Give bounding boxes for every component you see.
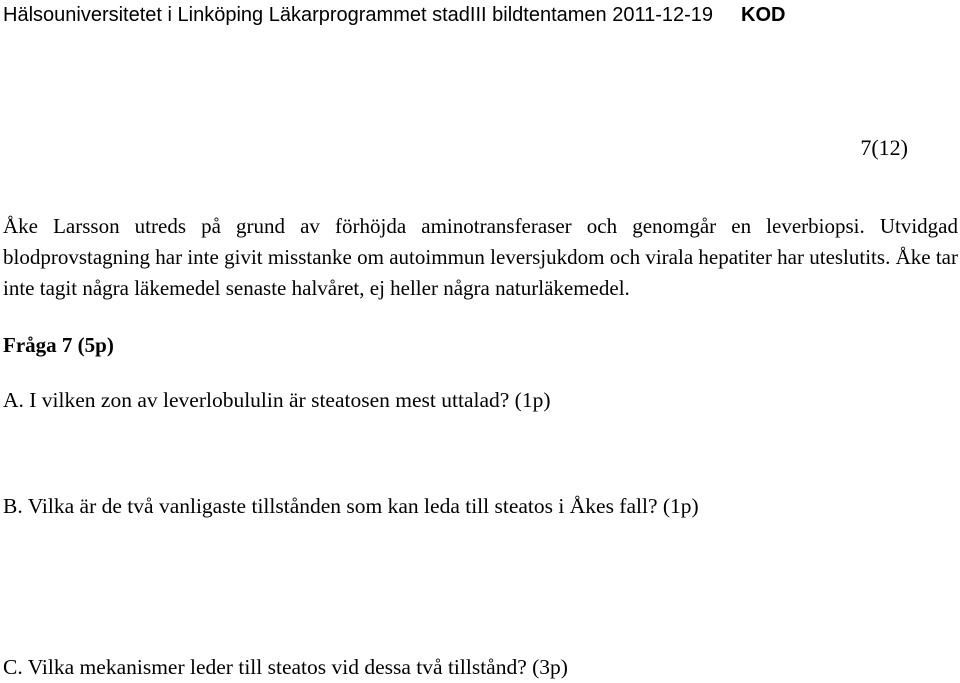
header-code: KOD — [741, 4, 786, 26]
question-a: A. I vilken zon av leverlobululin är steatosen mest uttalad? (1p) — [3, 388, 551, 412]
header-title: Hälsouniversitetet i Linköping Läkarprogrammet stadIII bildtentamen 2011-12-19 — [3, 4, 714, 26]
question-heading: Fråga 7 (5p) — [3, 333, 114, 357]
document-header — [3, 2, 953, 28]
page-number: 7(12) — [860, 135, 908, 160]
question-c: C. Vilka mekanismer leder till steatos vid dessa två tillstånd? (3p) — [3, 655, 568, 679]
case-description: Åke Larsson utreds på grund av förhöjda aminotransferaser och genomgår en leverbiopsi. Utvidgad blodprovstagning har inte givit misstanke om autoimmun leversjukdom och virala hepatiter har uteslutits. Åke tar inte tagit några läkemedel senaste halvåret, ej heller några naturläkemedel. — [3, 214, 958, 300]
question-b: B. Vilka är de två vanligaste tillstånden som kan leda till steatos i Åkes fall? (1p) — [3, 494, 699, 518]
